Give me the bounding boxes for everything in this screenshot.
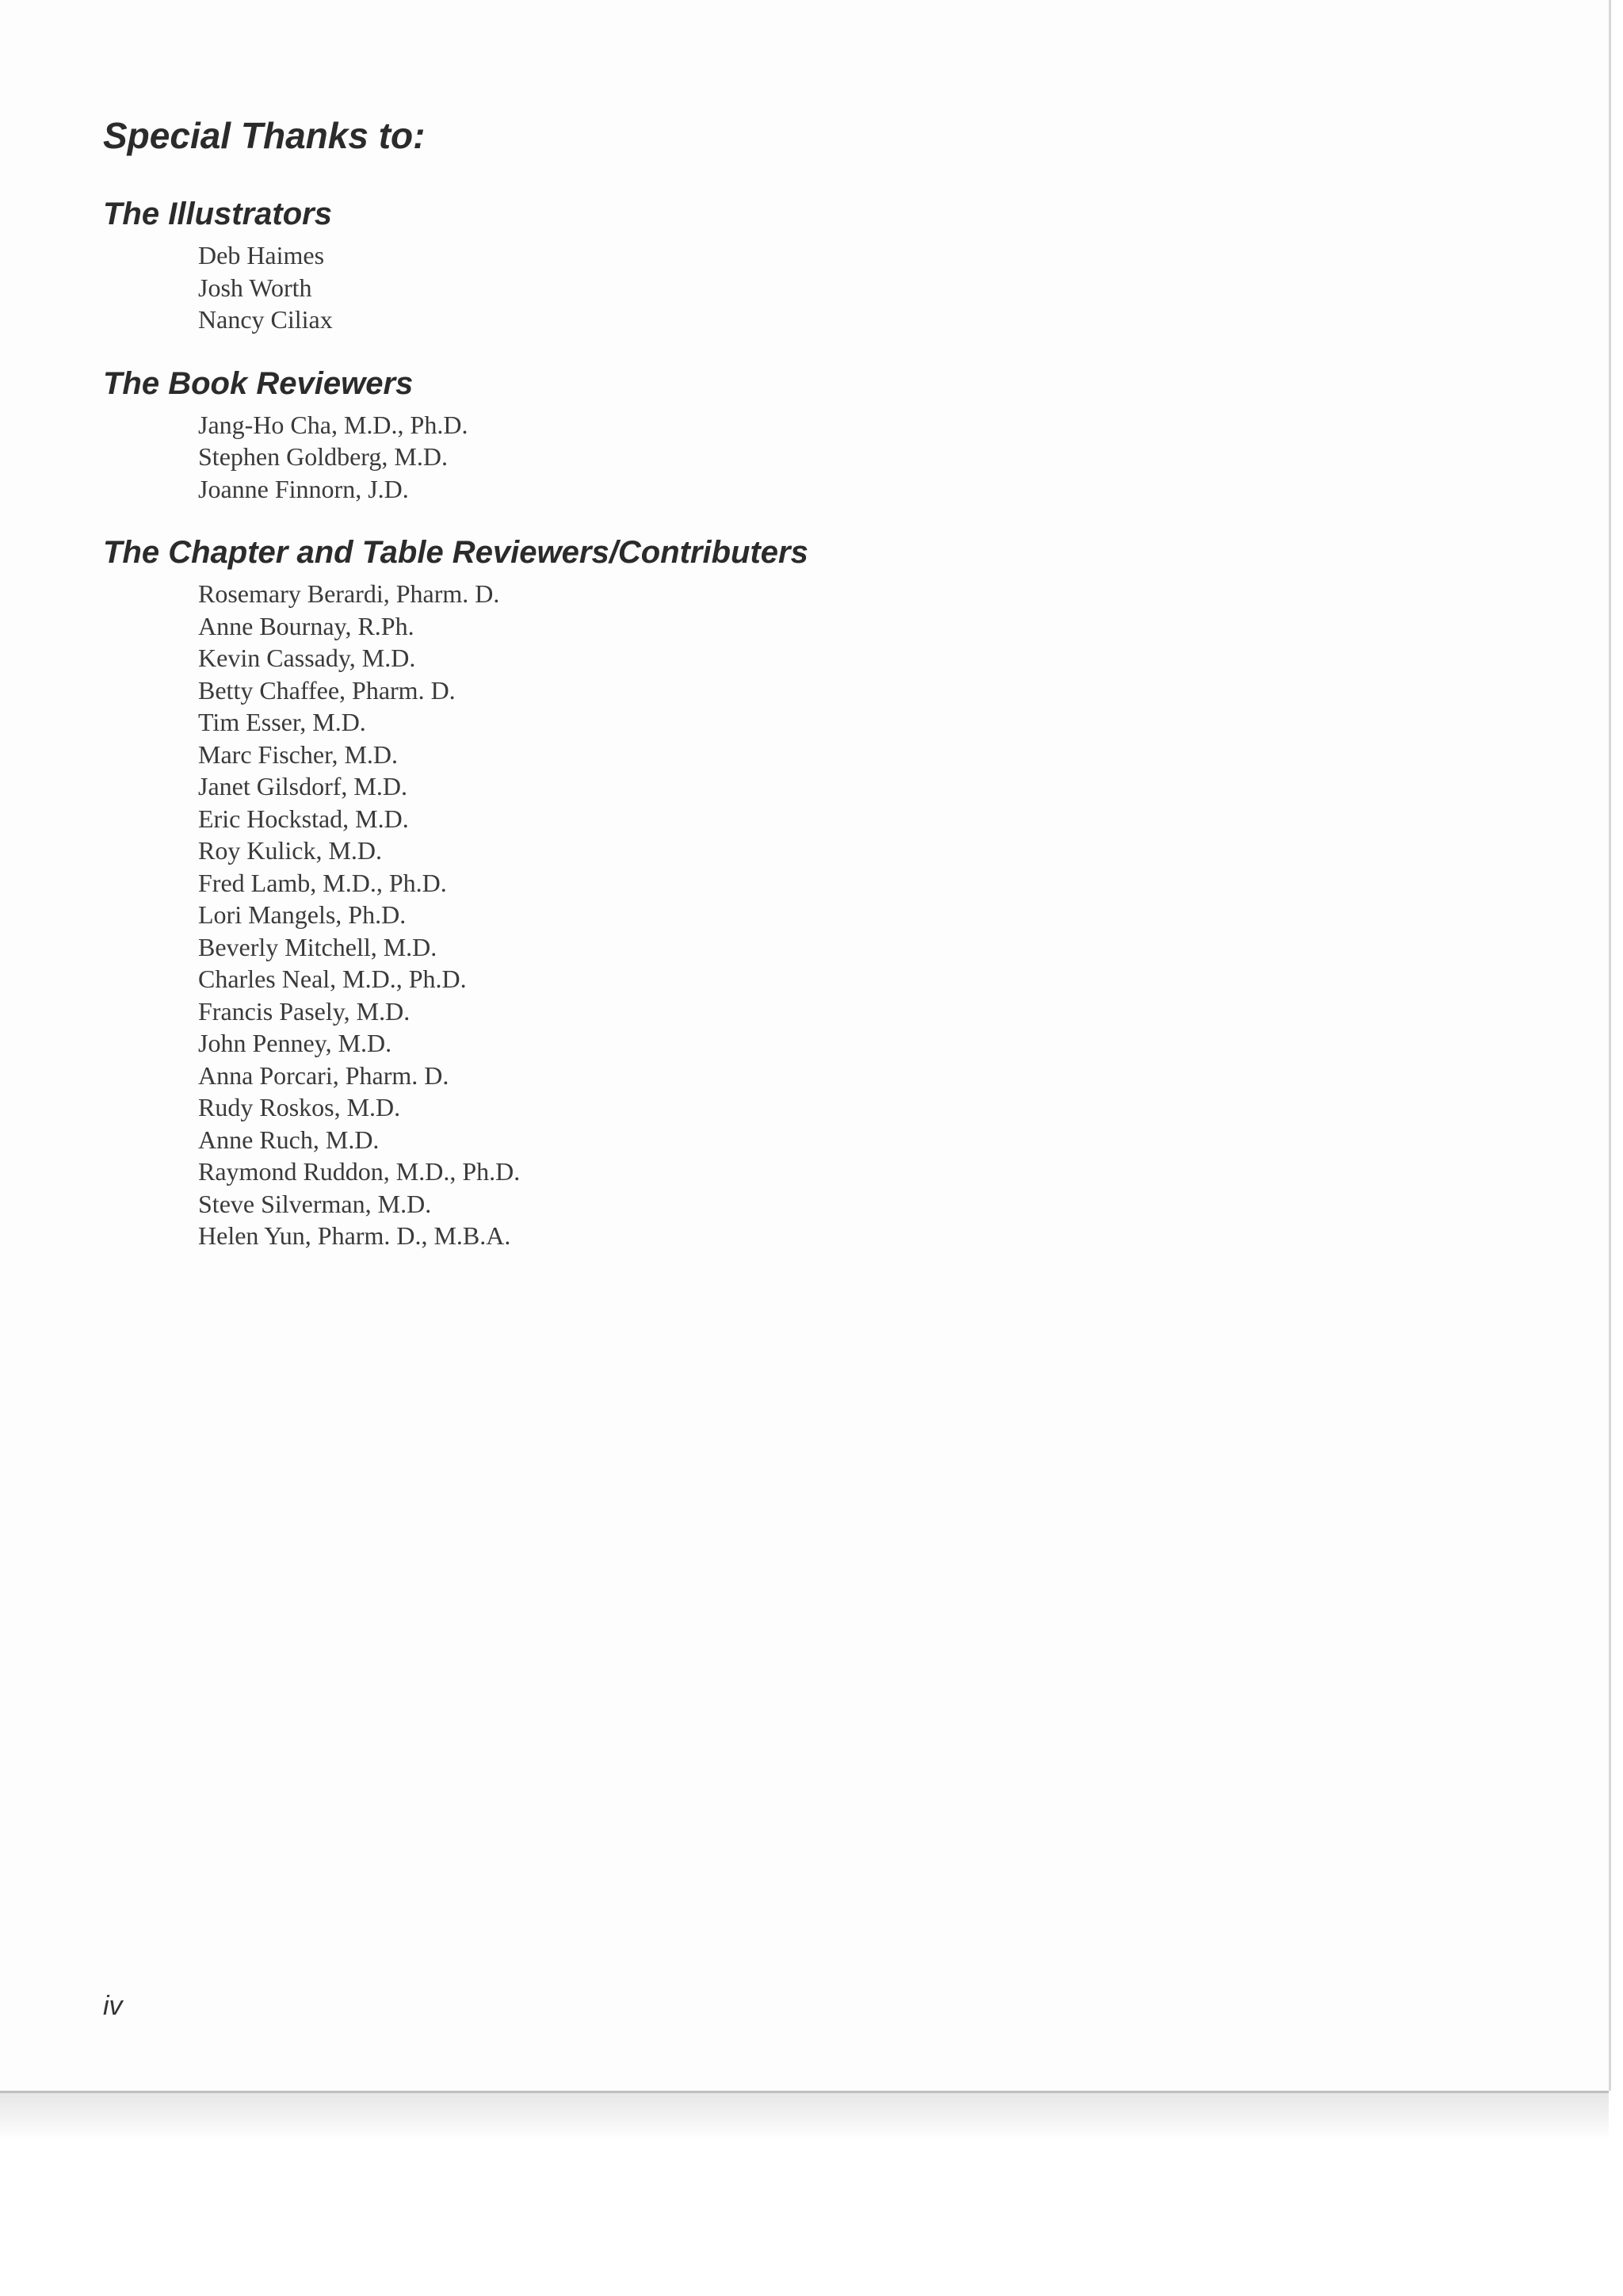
- list-item: Betty Chaffee, Pharm. D.: [198, 675, 456, 705]
- list-item: Beverly Mitchell, M.D.: [198, 932, 437, 961]
- section-heading: The Illustrators: [103, 197, 332, 231]
- name-list: [103, 409, 808, 506]
- section-illustrators: [103, 197, 808, 336]
- acknowledgements-content: [103, 117, 808, 1282]
- section-chapter-reviewers: [103, 535, 808, 1252]
- list-item: Jang-Ho Cha, M.D., Ph.D.: [198, 410, 468, 439]
- list-item: Joanne Finnorn, J.D.: [198, 474, 409, 503]
- list-item: Tim Esser, M.D.: [198, 708, 366, 736]
- list-item: Anne Ruch, M.D.: [198, 1125, 380, 1154]
- page-number: iv: [103, 1991, 123, 2021]
- list-item: Steve Silverman, M.D.: [198, 1189, 432, 1218]
- page-shadow: [0, 2093, 1609, 2141]
- page-title: Special Thanks to:: [103, 115, 426, 156]
- list-item: Roy Kulick, M.D.: [198, 836, 382, 865]
- name-list: [103, 239, 808, 336]
- list-item: John Penney, M.D.: [198, 1029, 392, 1057]
- list-item: Janet Gilsdorf, M.D.: [198, 772, 407, 800]
- list-item: Rudy Roskos, M.D.: [198, 1093, 401, 1121]
- list-item: Charles Neal, M.D., Ph.D.: [198, 965, 467, 993]
- list-item: Fred Lamb, M.D., Ph.D.: [198, 868, 447, 897]
- list-item: Deb Haimes: [198, 241, 325, 269]
- list-item: Raymond Ruddon, M.D., Ph.D.: [198, 1157, 521, 1186]
- list-item: Francis Pasely, M.D.: [198, 996, 411, 1026]
- list-item: Stephen Goldberg, M.D.: [198, 442, 448, 471]
- list-item: Helen Yun, Pharm. D., M.B.A.: [198, 1221, 511, 1250]
- section-book-reviewers: [103, 366, 808, 506]
- list-item: Marc Fischer, M.D.: [198, 739, 398, 769]
- name-list: [103, 578, 808, 1252]
- list-item: Nancy Ciliax: [198, 305, 333, 334]
- section-heading: The Book Reviewers: [103, 365, 414, 401]
- list-item: Rosemary Berardi, Pharm. D.: [198, 579, 500, 608]
- list-item: Lori Mangels, Ph.D.: [198, 900, 407, 929]
- list-item: Anna Porcari, Pharm. D.: [198, 1060, 449, 1090]
- list-item: Eric Hockstad, M.D.: [198, 804, 409, 833]
- list-item: Kevin Cassady, M.D.: [198, 644, 416, 672]
- list-item: Anne Bournay, R.Ph.: [198, 611, 414, 640]
- list-item: Josh Worth: [198, 273, 312, 302]
- section-heading: The Chapter and Table Reviewers/Contributers: [103, 535, 808, 570]
